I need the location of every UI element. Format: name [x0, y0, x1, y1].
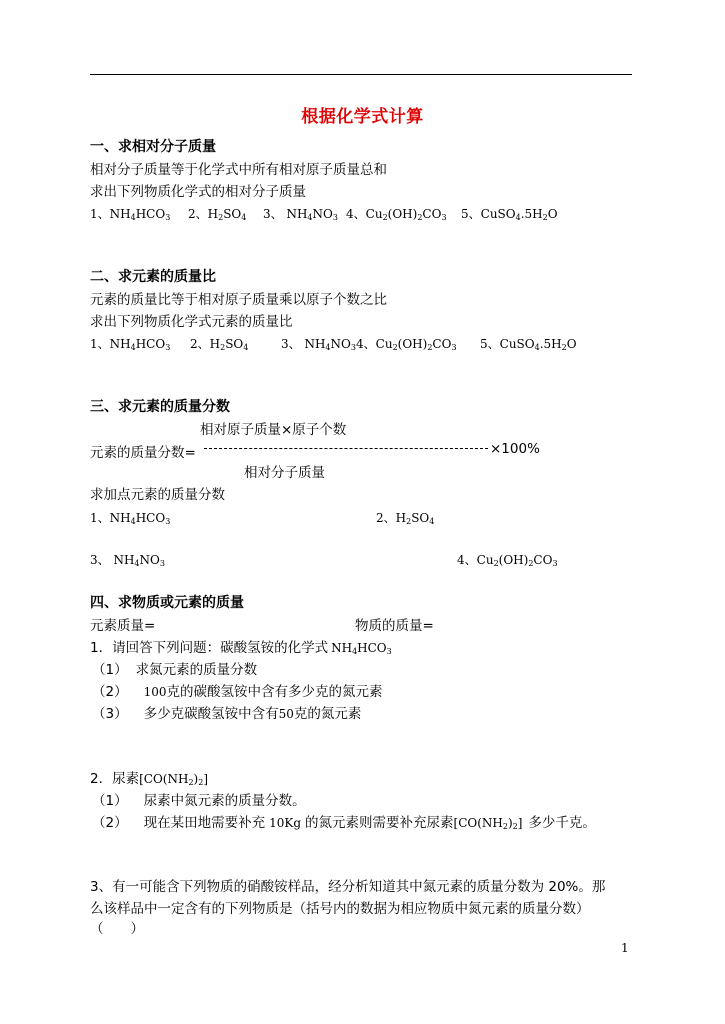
question-3-line2: 么该样品中一定含有的下列物质是（括号内的数据为相应物质中氮元素的质量分数）	[90, 901, 590, 917]
question-2: 2．尿素$[CO(NH_2)_2]$	[90, 771, 209, 787]
section2-line2: 求出下列物质化学式元素的质量比	[90, 314, 293, 330]
section3-item-3: 3、 $NH_4NO_3$	[90, 553, 165, 568]
element-mass-formula: 元素质量=	[90, 618, 156, 634]
section3-item-4: 4、$Cu_2(OH)_2CO_3$	[457, 553, 558, 568]
section2-heading: 二、求元素的质量比	[90, 269, 216, 285]
section2-line1: 元素的质量比等于相对原子质量乘以原子个数之比	[90, 292, 387, 308]
q2-sub-1: （1） 尿素中氮元素的质量分数。	[92, 793, 306, 809]
section2-item-4: 4、$Cu_2(OH)_2CO_3$	[356, 337, 457, 352]
question-3-answer-blank: （ ）	[90, 921, 144, 937]
section1-line2: 求出下列物质化学式的相对分子质量	[90, 184, 306, 200]
section3-instruction: 求加点元素的质量分数	[90, 487, 225, 503]
header-rule	[90, 74, 632, 75]
section4-heading: 四、求物质或元素的质量	[90, 595, 244, 611]
question-3-line1: 3、有一可能含下列物质的硝酸铵样品，经分析知道其中氮元素的质量分数为 20%。那	[90, 879, 606, 895]
q1-sub-3: （3） 多少克碳酸氢铵中含有50克的氮元素	[92, 706, 362, 722]
section1-item-5: 5、$CuSO_4.5H_2O$	[461, 207, 558, 222]
q2-sub-2: （2） 现在某田地需要补充 10Kg 的氮元素则需要补充尿素$[CO(NH_2)_2]$ 多少千克。	[92, 815, 596, 831]
section3-item-2: 2、$H_2SO_4$	[376, 511, 435, 526]
fraction-numerator: 相对原子质量×原子个数	[200, 422, 347, 438]
section3-item-1: 1、$NH_4HCO_3$	[90, 511, 171, 526]
mass-fraction-lhs: 元素的质量分数=	[90, 445, 196, 461]
section2-item-1: 1、$NH_4HCO_3$	[90, 337, 171, 352]
section1-item-4: 4、$Cu_2(OH)_2CO_3$	[346, 207, 447, 222]
section1-line1: 相对分子质量等于化学式中所有相对原子质量总和	[90, 162, 387, 178]
section2-item-2: 2、$H_2SO_4$	[190, 337, 249, 352]
section2-item-3: 3、 $NH_4NO_3$	[281, 337, 356, 352]
section1-item-3: 3、 $NH_4NO_3$	[263, 207, 338, 222]
question-1: 1．请回答下列问题：碳酸氢铵的化学式 $NH_4HCO_3$	[90, 640, 392, 656]
section3-heading: 三、求元素的质量分数	[90, 399, 230, 415]
q1-sub-1: （1） 求氮元素的质量分数	[92, 662, 258, 678]
fraction-bar	[204, 448, 488, 449]
section1-item-2: 2、$H_2SO_4$	[188, 207, 247, 222]
fraction-denominator: 相对分子质量	[244, 465, 325, 481]
section2-item-5: 5、$CuSO_4.5H_2O$	[480, 337, 577, 352]
page-title: 根据化学式计算	[301, 107, 424, 127]
section1-item-1: 1、$NH_4HCO_3$	[90, 207, 171, 222]
times-100-percent: ×100%	[490, 441, 540, 457]
section1-heading: 一、求相对分子质量	[90, 139, 216, 155]
substance-mass-formula: 物质的质量=	[355, 618, 434, 634]
page-number: 1	[621, 941, 629, 955]
q1-sub-2: （2） 100克的碳酸氢铵中含有多少克的氮元素	[92, 684, 383, 700]
